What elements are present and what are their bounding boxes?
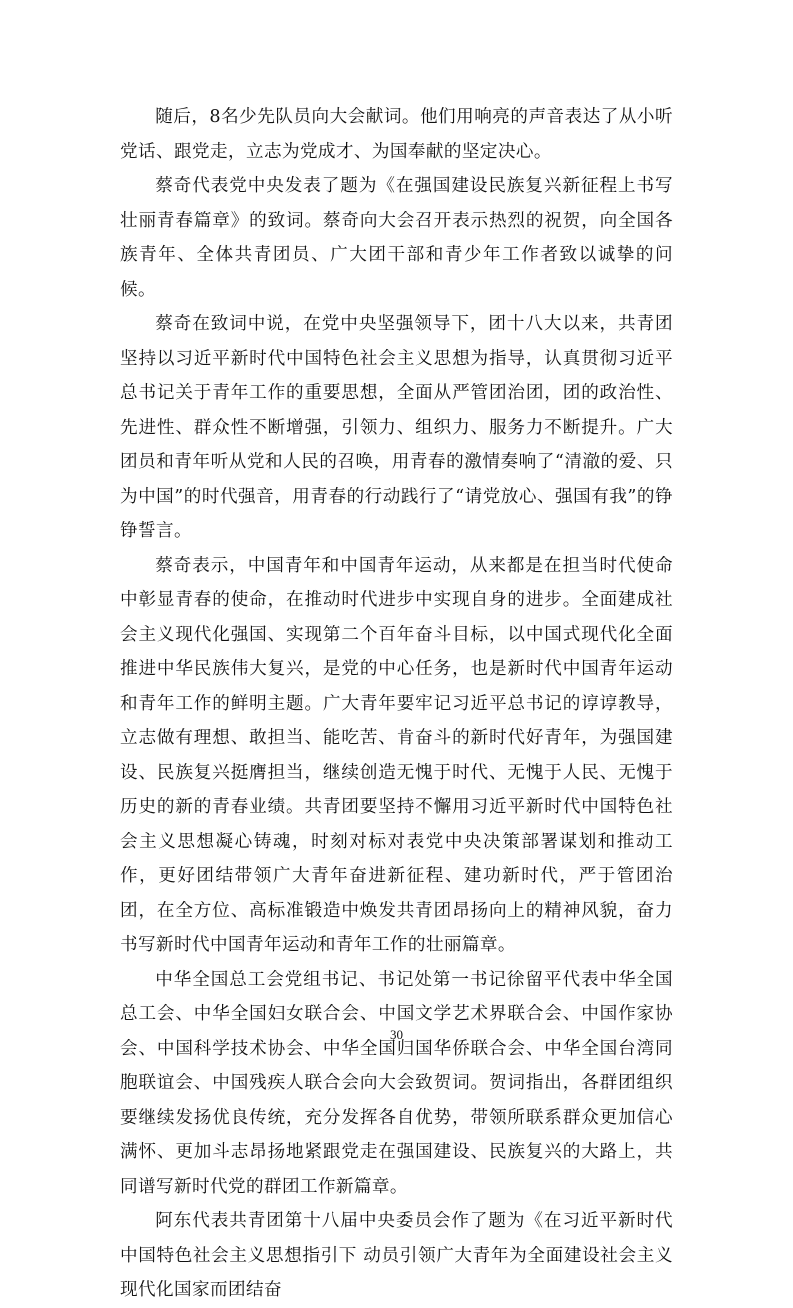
paragraph: 蔡奇在致词中说，在党中央坚强领导下，团十八大以来，共青团坚持以习近平新时代中国特色社会主义思想为指导，认真贯彻习近平总书记关于青年工作的重要思想，全面从严管团治团，团的政治性、先进性、群众性不断增强，引领力、组织力、服务力不断提升。广大团员和青年听从党和人民的召唤，用青春的激情奏响了“清澈的爱、只为中国”的时代强音，用青春的行动践行了“请党放心、强国有我”的铮铮誓言。 <box>120 314 673 541</box>
paragraph: 蔡奇代表党中央发表了题为《在强国建设民族复兴新征程上书写壮丽青春篇章》的致词。蔡奇向大会召开表示热烈的祝贺，向全国各族青年、全体共青团员、广大团干部和青少年工作者致以诚挚的问候。 <box>120 176 673 300</box>
body-text <box>120 100 673 1308</box>
paragraph: 蔡奇表示，中国青年和中国青年运动，从来都是在担当时代使命中彰显青春的使命，在推动时代进步中实现自身的进步。全面建成社会主义现代化强国、实现第二个百年奋斗目标，以中国式现代化全面推进中华民族伟大复兴，是党的中心任务，也是新时代中国青年运动和青年工作的鲜明主题。广大青年要牢记习近平总书记的谆谆教导，立志做有理想、敢担当、能吃苦、肯奋斗的新时代好青年，为强国建设、民族复兴挺膺担当，继续创造无愧于时代、无愧于人民、无愧于历史的新的青春业绩。共青团要坚持不懈用习近平新时代中国特色社会主义思想凝心铸魂，时刻对标对表党中央决策部署谋划和推动工作，更好团结带领广大青年奋进新征程、建功新时代，严于管团治团，在全方位、高标准锻造中焕发共青团昂扬向上的精神风貌，奋力书写新时代中国青年运动和青年工作的壮丽篇章。 <box>120 555 673 955</box>
paragraph: 随后，8名少先队员向大会献词。他们用响亮的声音表达了从小听党话、跟党走，立志为党成才、为国奉献的坚定决心。 <box>120 107 673 162</box>
page-number: 30 <box>390 1027 403 1042</box>
paragraph: 阿东代表共青团第十八届中央委员会作了题为《在习近平新时代中国特色社会主义思想指引下 动员引领广大青年为全面建设社会主义现代化国家而团结奋 <box>120 1211 673 1300</box>
paragraph: 中华全国总工会党组书记、书记处第一书记徐留平代表中华全国总工会、中华全国妇女联合会、中国文学艺术界联合会、中国作家协会、中国科学技术协会、中华全国归国华侨联合会、中华全国台湾同胞联谊会、中国残疾人联合会向大会致贺词。贺词指出，各群团组织要继续发扬优良传统，充分发挥各自优势，带领所联系群众更加信心满怀、更加斗志昂扬地紧跟党走在强国建设、民族复兴的大路上，共同谱写新时代党的群团工作新篇章。 <box>120 969 673 1197</box>
